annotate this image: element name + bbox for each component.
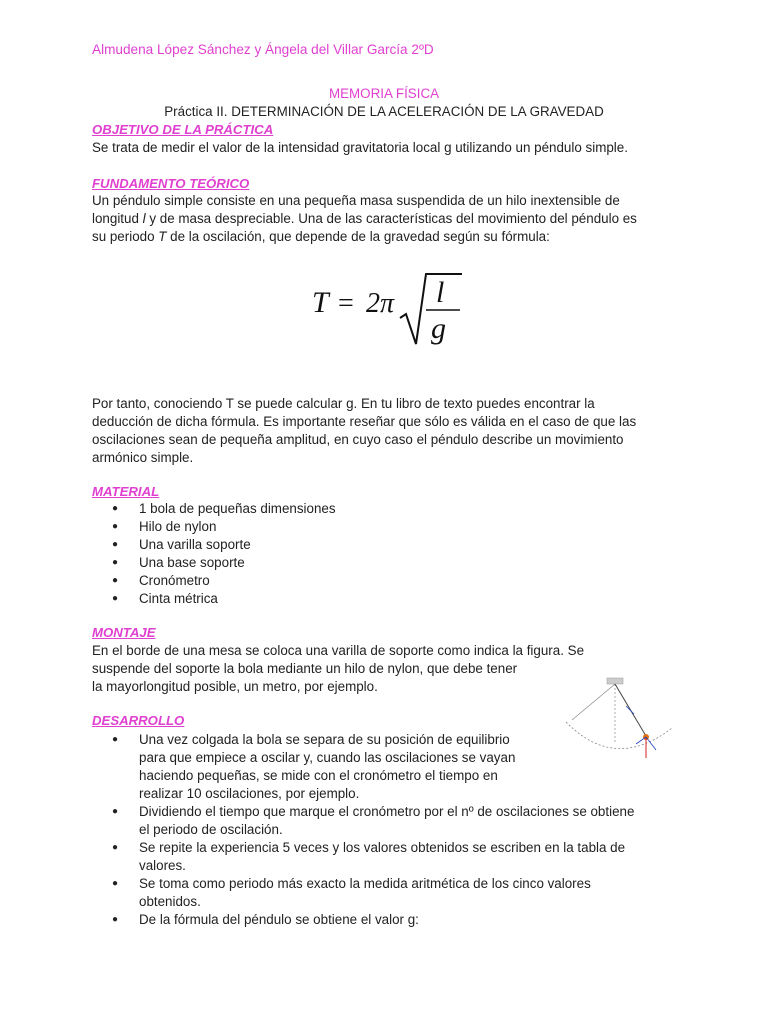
fundamento-line-2: longitud l y de masa despreciable. Una de las características del movimiento del péndulo es [92,211,637,226]
support-block [607,678,623,684]
after-line-2: deducción de dicha fórmula. Es importante reseñar que sólo es válida en el caso de que las [92,414,637,429]
fundamento-text [92,192,682,246]
montaje-line-1: En el borde de una mesa se coloca una varilla de soporte como indica la figura. Se [92,643,585,658]
objetivo-text [92,139,682,157]
objetivo-line: Se trata de medir el valor de la intensidad gravitatoria local g utilizando un péndulo simple. [92,140,628,155]
after-line-4: armónico simple. [92,450,194,465]
material-heading: MATERIAL [92,484,160,499]
fundamento-line-3: su periodo T de la oscilación, que depende de la gravedad según su fórmula: [92,229,550,244]
list-item: ● Una base soporte [112,554,336,572]
list-item: ● Cronómetro [112,572,336,590]
material-list [112,500,336,608]
normal-arrow [646,737,656,750]
list-item: ● De la fórmula del péndulo se obtiene el valor g: [112,911,634,929]
tangent-arrow [636,737,646,744]
formula-coefficient: 2π [366,288,395,319]
list-item: ● Dividiendo el tiempo que marque el cronómetro por el nº de oscilaciones se obtiene el periodo de oscilación. [112,803,634,839]
objetivo-heading: OBJETIVO DE LA PRÁCTICA [92,122,274,137]
tension-arrow [626,706,634,714]
montaje-line-3: la mayorlongitud posible, un metro, por ejemplo. [92,679,378,694]
after-line-1: Por tanto, conociendo T se puede calcular g. En tu libro de texto puedes encontrar la [92,396,595,411]
list-item: ● Hilo de nylon [112,518,336,536]
list-item: ● Cinta métrica [112,590,336,608]
document-title: MEMORIA FÍSICA [328,86,440,101]
formula-lhs: T [312,286,329,319]
desarrollo-heading: DESARROLLO [92,713,185,728]
authors-line: Almudena López Sánchez y Ángela del Villar García 2ºD [92,42,434,57]
list-item: ● Una vez colgada la bola se separa de su posición de equilibrio para que empiece a oscilar y, cuando las oscilaciones se vayan haciendo pequeñas, se mide con el cronómetro el tiempo en realizar 10 oscilaciones, por ejemplo. [112,731,634,803]
desarrollo-list [112,731,634,929]
after-line-3: oscilaciones sean de pequeña amplitud, en cuyo caso el péndulo describe un movimiento [92,432,624,447]
fundamento-after-text [92,395,682,467]
list-item: ● Se toma como periodo más exacto la medida aritmética de los cinco valores obtenidos. [112,875,634,911]
pendulum-formula [308,268,468,348]
document-subtitle: Práctica II. DETERMINACIÓN DE LA ACELERACIÓN DE LA GRAVEDAD [164,104,604,119]
left-thread [572,684,615,720]
list-item: ● Se repite la experiencia 5 veces y los valores obtenidos se escriben en la tabla de valores. [112,839,634,875]
list-item: ● 1 bola de pequeñas dimensiones [112,500,336,518]
list-item: ● Una varilla soporte [112,536,336,554]
fundamento-line-1: Un péndulo simple consiste en una pequeña masa suspendida de un hilo inextensible de [92,193,620,208]
formula-numerator: l [436,276,445,309]
montaje-line-2: suspende del soporte la bola mediante un hilo de nylon, que debe tener [92,661,518,676]
fundamento-heading: FUNDAMENTO TEÓRICO [92,176,250,191]
formula-denominator: g [431,312,446,345]
montaje-heading: MONTAJE [92,625,156,640]
formula-equals: = [338,288,354,319]
